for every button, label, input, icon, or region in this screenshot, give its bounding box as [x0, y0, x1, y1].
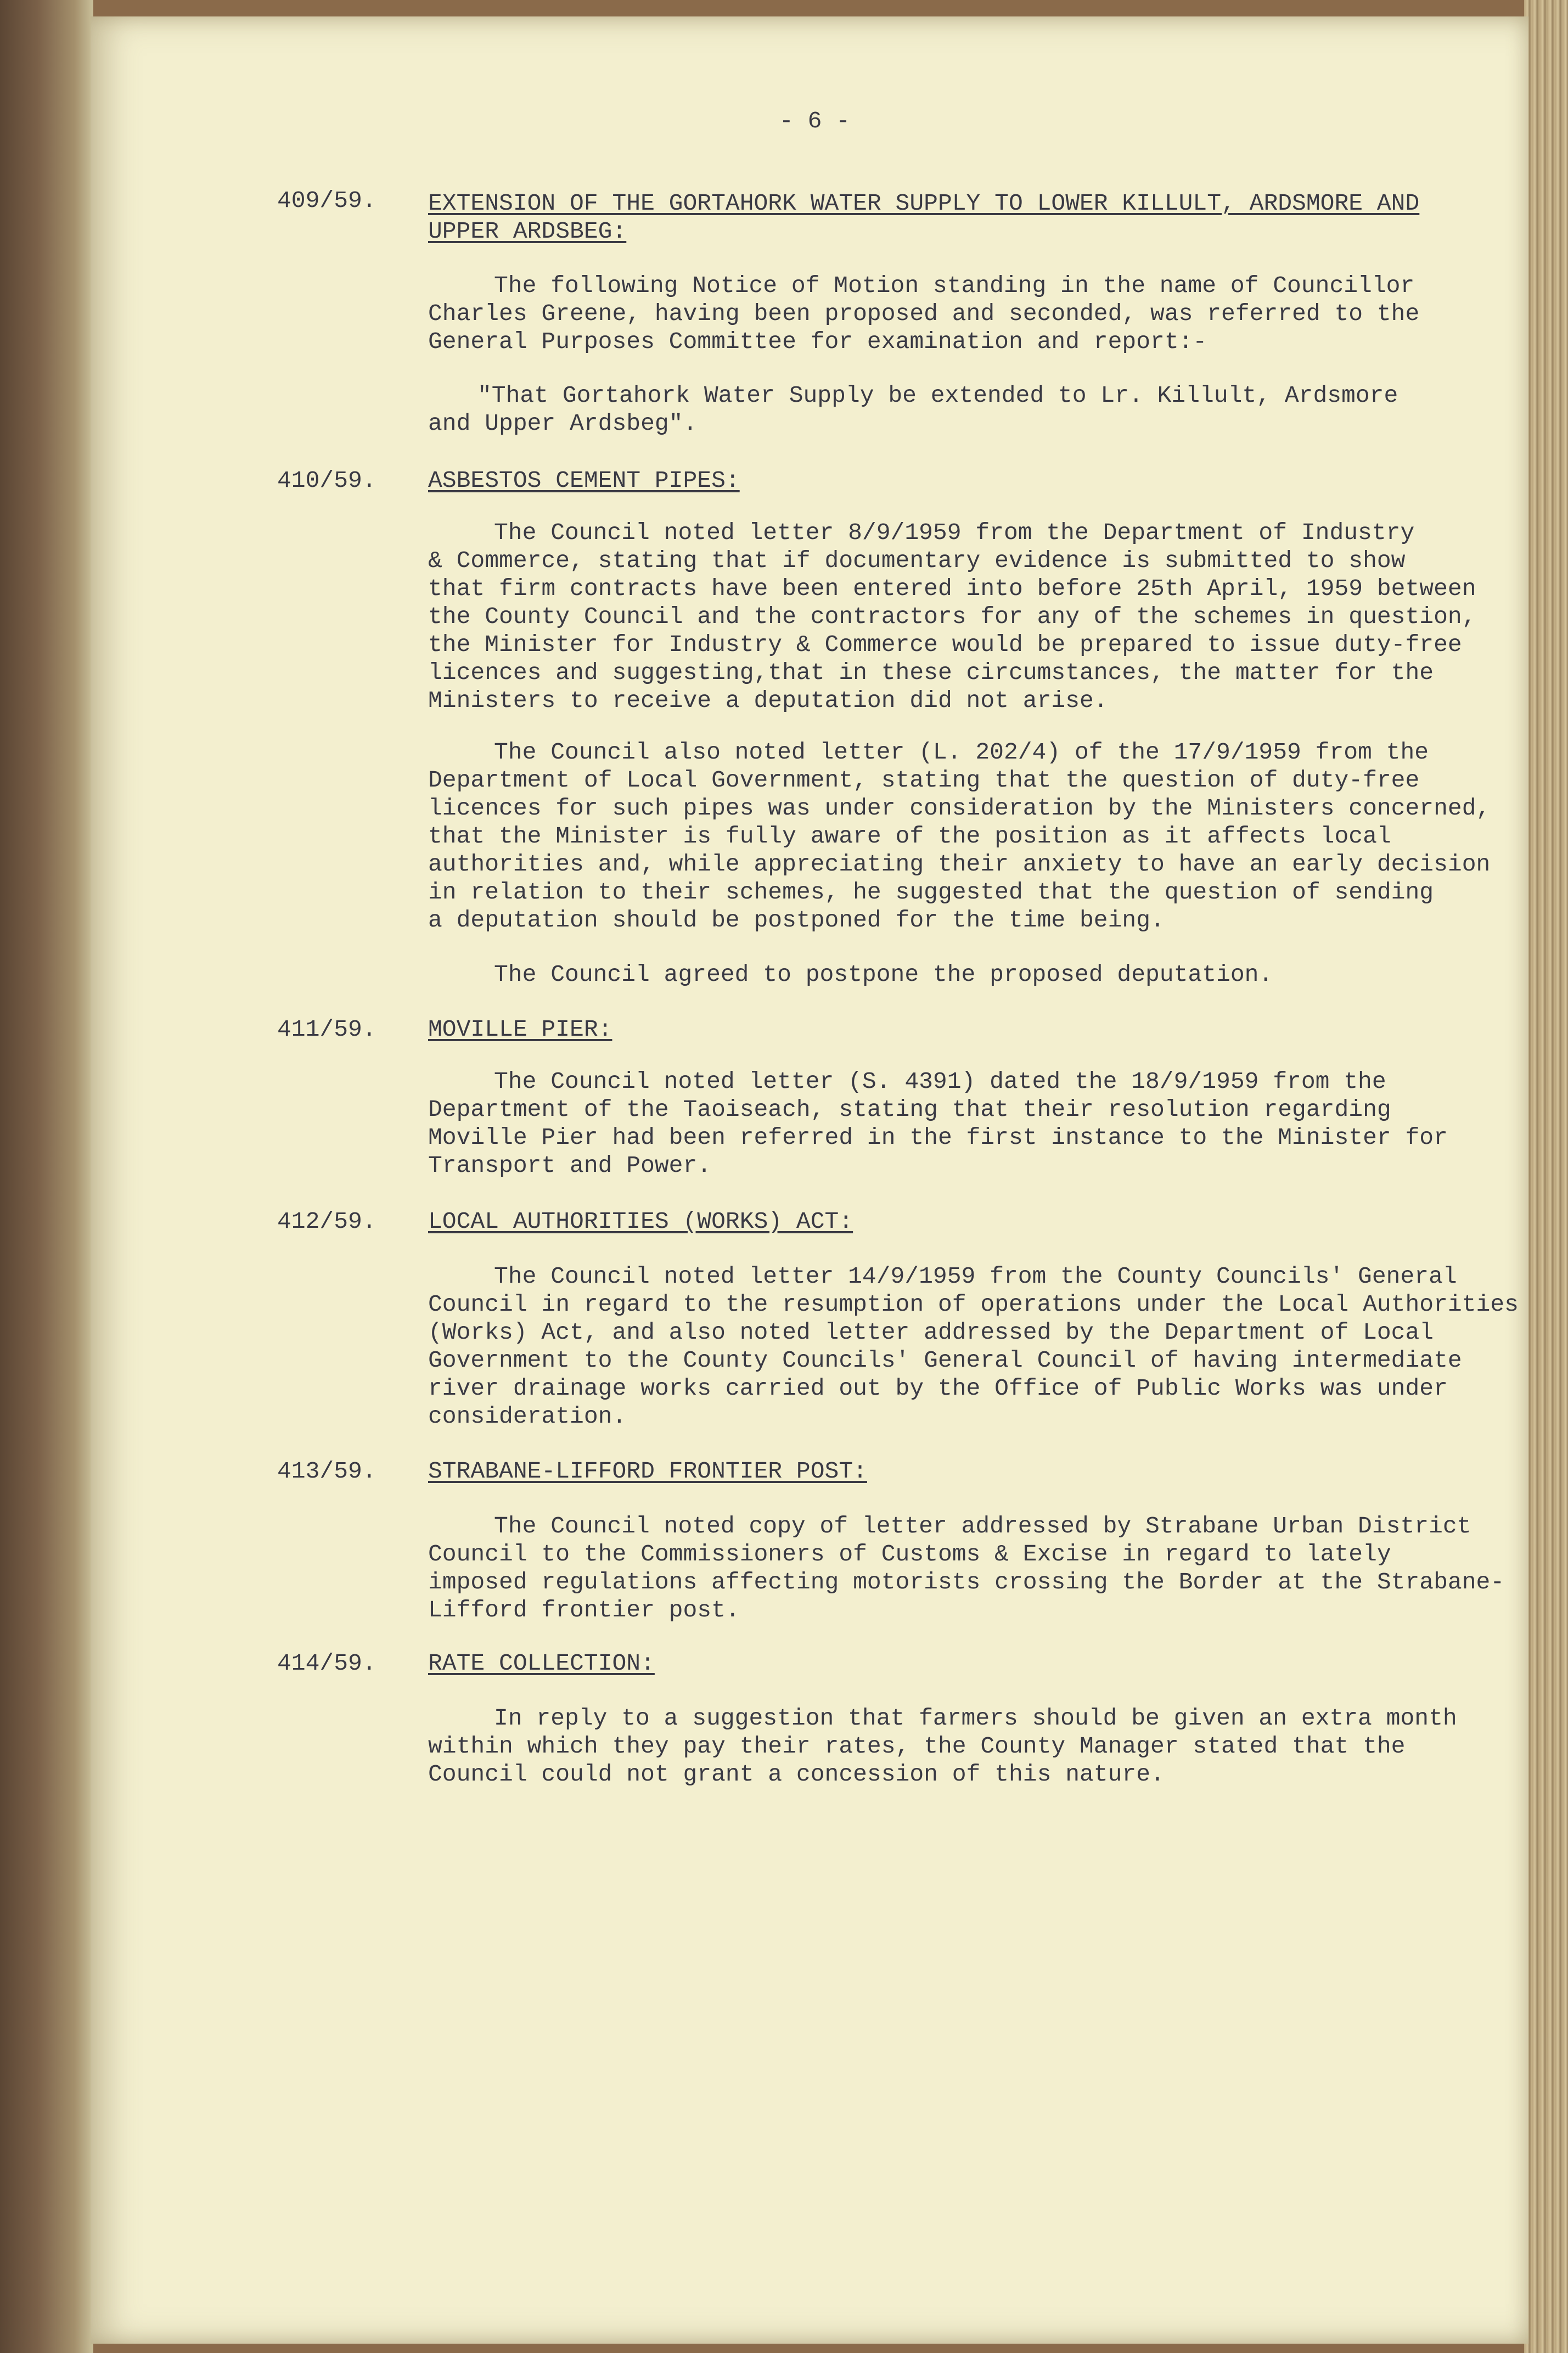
- paragraph-line: In reply to a suggestion that farmers should be given an extra month: [494, 1705, 1457, 1732]
- paragraph-line: General Purposes Committee for examination and report:-: [428, 328, 1207, 355]
- paragraph-line: the Minister for Industry & Commerce would be prepared to issue duty-free: [428, 631, 1462, 658]
- paragraph-line: The Council noted copy of letter addressed by Strabane Urban District: [494, 1513, 1471, 1540]
- paragraph-line: Charles Greene, having been proposed and seconded, was referred to the: [428, 300, 1420, 327]
- minute-heading: MOVILLE PIER:: [428, 1016, 612, 1043]
- paragraph-line: Council in regard to the resumption of operations under the Local Authorities: [428, 1291, 1519, 1318]
- paragraph-line: consideration.: [428, 1403, 627, 1430]
- paragraph-line: Council to the Commissioners of Customs & Excise in regard to lately: [428, 1541, 1391, 1568]
- paragraph-line: Government to the County Councils' General Council of having intermediate: [428, 1347, 1462, 1374]
- paragraph-line: The following Notice of Motion standing in the name of Councillor: [494, 272, 1415, 299]
- page-number: - 6 -: [779, 108, 851, 134]
- minute-heading: UPPER ARDSBEG:: [428, 218, 627, 245]
- minute-number: 411/59.: [277, 1016, 376, 1043]
- paragraph-line: in relation to their schemes, he suggested that the question of sending: [428, 879, 1434, 906]
- paragraph-line: imposed regulations affecting motorists crossing the Border at the Strabane-: [428, 1569, 1505, 1596]
- paragraph-line: Ministers to receive a deputation did not arise.: [428, 687, 1108, 714]
- paragraph-line: The Council noted letter (S. 4391) dated the 18/9/1959 from the: [494, 1068, 1386, 1095]
- document-page: [91, 16, 1528, 2344]
- paragraph-line: and Upper Ardsbeg".: [428, 410, 698, 437]
- minute-heading: EXTENSION OF THE GORTAHORK WATER SUPPLY TO LOWER KILLULT, ARDSMORE AND: [428, 190, 1420, 217]
- minute-number: 413/59.: [277, 1458, 376, 1485]
- paragraph-line: within which they pay their rates, the County Manager stated that the: [428, 1733, 1406, 1760]
- minute-number: 414/59.: [277, 1650, 376, 1677]
- paragraph-line: Moville Pier had been referred in the first instance to the Minister for: [428, 1124, 1448, 1151]
- paragraph-line: Council could not grant a concession of this nature.: [428, 1761, 1165, 1788]
- minute-number: 412/59.: [277, 1208, 376, 1235]
- paragraph-line: The Council also noted letter (L. 202/4) of the 17/9/1959 from the: [494, 739, 1429, 766]
- book-binding: [0, 0, 93, 2353]
- paragraph-line: (Works) Act, and also noted letter addressed by the Department of Local: [428, 1319, 1434, 1346]
- minute-heading: STRABANE-LIFFORD FRONTIER POST:: [428, 1458, 867, 1485]
- paragraph-line: The Council noted letter 8/9/1959 from the Department of Industry: [494, 519, 1415, 546]
- minute-number: 409/59.: [277, 187, 376, 214]
- paragraph-line: authorities and, while appreciating their anxiety to have an early decision: [428, 851, 1491, 878]
- paragraph-line: The Council noted letter 14/9/1959 from the County Councils' General: [494, 1263, 1457, 1290]
- minute-heading: ASBESTOS CEMENT PIPES:: [428, 467, 740, 494]
- paragraph-line: licences for such pipes was under consideration by the Ministers concerned,: [428, 795, 1491, 822]
- paragraph-line: The Council agreed to postpone the proposed deputation.: [494, 961, 1273, 988]
- page-stack-edges: [1524, 0, 1568, 2353]
- paragraph-line: Transport and Power.: [428, 1152, 712, 1179]
- minute-number: 410/59.: [277, 467, 376, 494]
- paragraph-line: Lifford frontier post.: [428, 1597, 740, 1624]
- paragraph-line: & Commerce, stating that if documentary evidence is submitted to show: [428, 547, 1406, 574]
- paragraph-line: the County Council and the contractors for any of the schemes in question,: [428, 603, 1476, 630]
- paragraph-line: Department of Local Government, stating that the question of duty-free: [428, 767, 1420, 794]
- paragraph-line: that firm contracts have been entered into before 25th April, 1959 between: [428, 575, 1476, 602]
- paragraph-line: river drainage works carried out by the Office of Public Works was under: [428, 1375, 1448, 1402]
- minute-heading: LOCAL AUTHORITIES (WORKS) ACT:: [428, 1208, 853, 1235]
- paragraph-line: "That Gortahork Water Supply be extended to Lr. Killult, Ardsmore: [477, 382, 1398, 409]
- paragraph-line: Department of the Taoiseach, stating that their resolution regarding: [428, 1096, 1391, 1123]
- paragraph-line: that the Minister is fully aware of the position as it affects local: [428, 823, 1391, 850]
- paragraph-line: a deputation should be postponed for the time being.: [428, 907, 1165, 934]
- minute-heading: RATE COLLECTION:: [428, 1650, 655, 1677]
- paragraph-line: licences and suggesting,that in these circumstances, the matter for the: [428, 659, 1434, 686]
